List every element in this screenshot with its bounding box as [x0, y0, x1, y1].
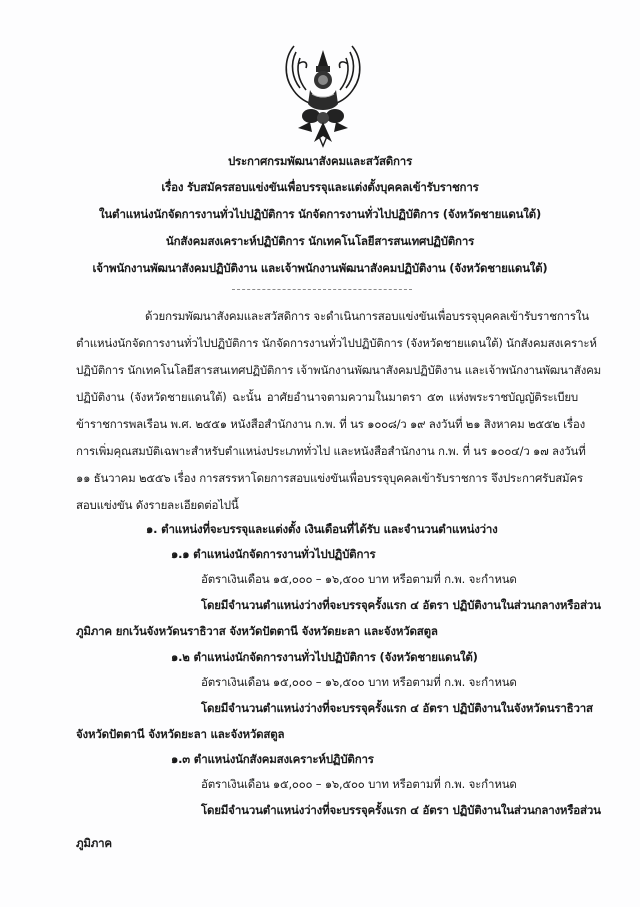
intro-line: ด้วยกรมพัฒนาสังคมและสวัสดิการ จะดำเนินการสอบแข่งขันเพื่อบรรจุบุคคลเข้ารับราชการใน	[145, 309, 589, 323]
intro-line: ๑๑ ธันวาคม ๒๕๕๖ เรื่อง การสรรหาโดยการสอบแข่งขันเพื่อบรรจุบุคคลเข้ารับราชการ จึงประกาศรับสมัคร	[76, 471, 583, 485]
subject-line: เรื่อง รับสมัครสอบแข่งขันเพื่อบรรจุและแต่งตั้งบุคคลเข้ารับราชการ	[161, 180, 479, 194]
garuda-emblem-icon	[282, 42, 364, 148]
intro-line: ปฏิบัติงาน (จังหวัดชายแดนใต้) ฉะนั้น อาศัยอำนาจตามความในมาตรา ๕๓ แห่งพระราชบัญญัติระเบียบ	[76, 390, 578, 404]
position-1-1-vacancy-cont: ภูมิภาค ยกเว้นจังหวัดนราธิวาส จังหวัดปัตตานี จังหวัดยะลา และจังหวัดสตูล	[76, 624, 438, 638]
position-1-1-salary: อัตราเงินเดือน ๑๕,๐๐๐ – ๑๖,๕๐๐ บาท หรือตามที่ ก.พ. จะกำหนด	[201, 572, 517, 586]
intro-line: ปฏิบัติการ นักเทคโนโลยีสารสนเทศปฏิบัติการ เจ้าพนักงานพัฒนาสังคมปฏิบัติงาน และเจ้าพนักงานพัฒนาสังคม	[76, 363, 601, 377]
position-1-1-title: ๑.๑ ตำแหน่งนักจัดการงานทั่วไปปฏิบัติการ	[171, 547, 376, 561]
position-1-1-vacancy: โดยมีจำนวนตำแหน่งว่างที่จะบรรจุครั้งแรก ๔ อัตรา ปฏิบัติงานในส่วนกลางหรือส่วน	[201, 598, 601, 612]
positions-line-1: ในตำแหน่งนักจัดการงานทั่วไปปฏิบัติการ นักจัดการงานทั่วไปปฏิบัติการ (จังหวัดชายแดนใต้)	[98, 207, 542, 221]
positions-line-3: เจ้าพนักงานพัฒนาสังคมปฏิบัติงาน และเจ้าพนักงานพัฒนาสังคมปฏิบัติงาน (จังหวัดชายแดนใต้)	[92, 261, 548, 275]
position-1-2-title: ๑.๒ ตำแหน่งนักจัดการงานทั่วไปปฏิบัติการ (จังหวัดชายแดนใต้)	[171, 650, 478, 664]
intro-line: สอบแข่งขัน ดังรายละเอียดต่อไปนี้	[76, 498, 239, 512]
agency-title: ประกาศกรมพัฒนาสังคมและสวัสดิการ	[227, 154, 413, 168]
position-1-3-vacancy-cont: ภูมิภาค	[76, 836, 112, 850]
intro-line: การเพิ่มคุณสมบัติเฉพาะสำหรับตำแหน่งประเภททั่วไป และหนังสือสำนักงาน ก.พ. ที่ นร ๑๐๐๔/ว ๑๗ ลงวันที่	[76, 444, 586, 458]
intro-line: ตำแหน่งนักจัดการงานทั่วไปปฏิบัติการ นักจัดการงานทั่วไปปฏิบัติการ (จังหวัดชายแดนใต้) นักสังคมสงเคราะห์	[76, 336, 597, 350]
position-1-2-salary: อัตราเงินเดือน ๑๕,๐๐๐ – ๑๖,๕๐๐ บาท หรือตามที่ ก.พ. จะกำหนด	[201, 675, 517, 689]
position-1-3-salary: อัตราเงินเดือน ๑๕,๐๐๐ – ๑๖,๕๐๐ บาท หรือตามที่ ก.พ. จะกำหนด	[201, 777, 517, 791]
position-1-3-title: ๑.๓ ตำแหน่งนักสังคมสงเคราะห์ปฏิบัติการ	[171, 752, 374, 766]
section-1-heading: ๑. ตำแหน่งที่จะบรรจุและแต่งตั้ง เงินเดือนที่ได้รับ และจำนวนตำแหน่งว่าง	[146, 522, 498, 536]
position-1-3-vacancy: โดยมีจำนวนตำแหน่งว่างที่จะบรรจุครั้งแรก ๔ อัตรา ปฏิบัติงานในส่วนกลางหรือส่วน	[201, 803, 601, 817]
header-divider	[232, 289, 412, 290]
intro-line: ข้าราชการพลเรือน พ.ศ. ๒๕๕๑ หนังสือสำนักงาน ก.พ. ที่ นร ๑๐๐๘/ว ๑๙ ลงวันที่ ๒๑ สิงหาคม ๒๕๕๒ เรื่อง	[76, 417, 586, 431]
position-1-2-vacancy: โดยมีจำนวนตำแหน่งว่างที่จะบรรจุครั้งแรก ๔ อัตรา ปฏิบัติงานในจังหวัดนราธิวาส	[201, 701, 593, 715]
position-1-2-vacancy-cont: จังหวัดปัตตานี จังหวัดยะลา และจังหวัดสตูล	[76, 727, 285, 741]
positions-line-2: นักสังคมสงเคราะห์ปฏิบัติการ นักเทคโนโลยีสารสนเทศปฏิบัติการ	[165, 234, 475, 248]
